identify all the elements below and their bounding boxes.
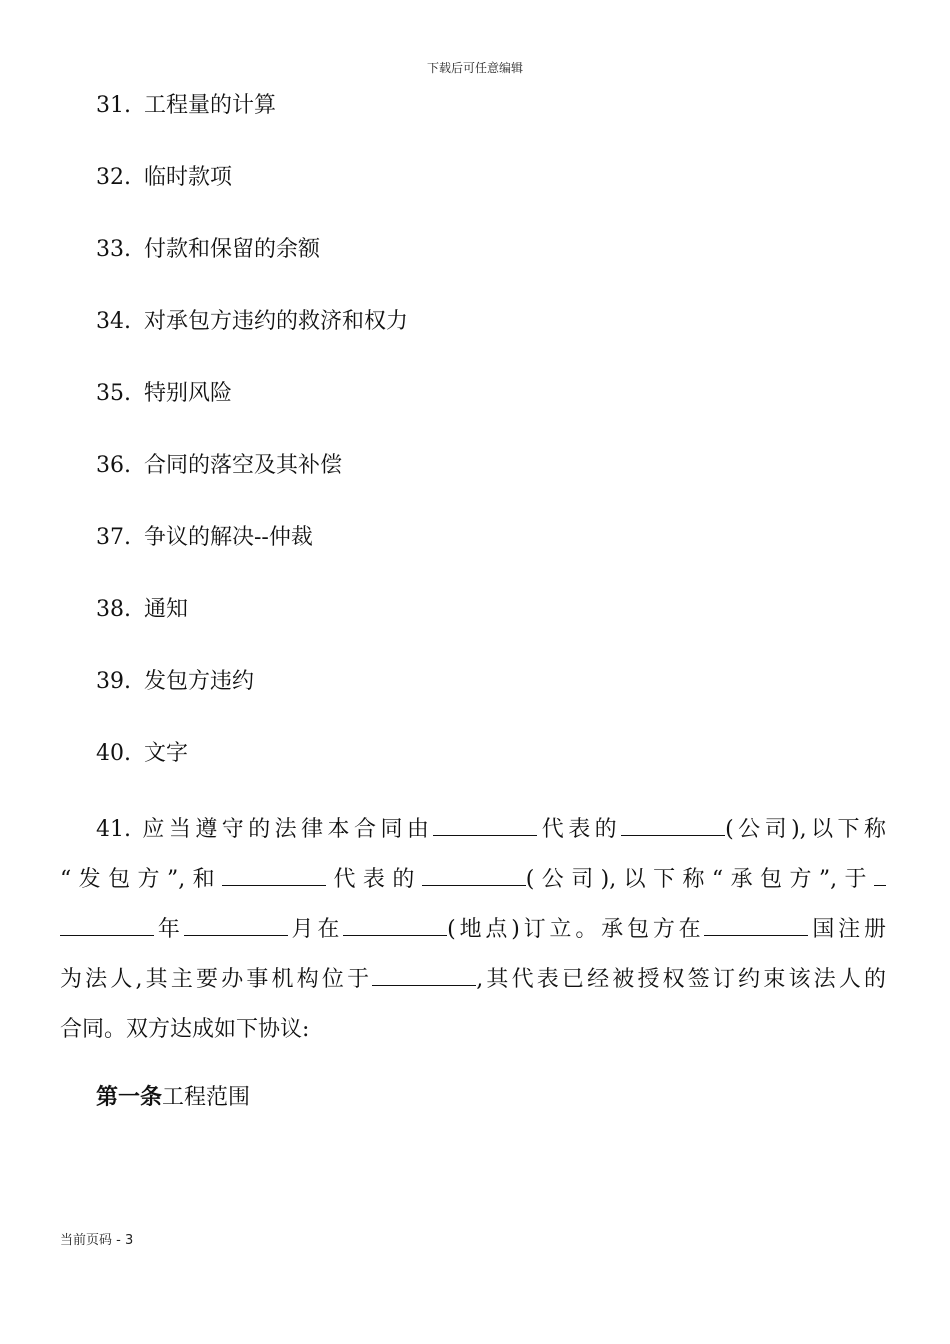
list-item [96,232,408,304]
text-run: (公司),以下称“承包方”,于 [525,867,874,892]
fill-in-blank [621,807,725,836]
item-title: 特别风险 [144,381,233,406]
item-number: 33. [96,237,131,262]
fill-in-blank [874,857,886,886]
fill-in-blank [343,907,447,936]
paragraph-line [60,855,886,905]
fill-in-blank [422,857,526,886]
text-run: 代表的 [537,817,622,842]
text-run: (地点)订立。承包方在 [447,917,705,942]
article-heading [96,1080,250,1116]
item-number: 34. [96,309,131,334]
paragraph-line [60,1005,886,1055]
text-run: ,其代表已经被授权签订约束该法人的 [476,967,887,992]
text-run: (公司),以下称 [725,817,886,842]
text-run: 41. 应当遵守的法律本合同由 [96,817,434,842]
item-title: 争议的解决--仲裁 [144,525,313,550]
item-title: 通知 [144,597,189,622]
item-number: 39. [96,669,131,694]
item-number: 40. [96,741,131,766]
fill-in-blank [222,857,326,886]
item-title: 临时款项 [144,165,233,190]
text-run: 合同。双方达成如下协议: [60,1017,310,1042]
item-title: 工程量的计算 [144,93,277,118]
item-title: 发包方违约 [144,669,255,694]
text-run: 为法人,其主要办事机构位于 [60,967,373,992]
fill-in-blank [704,907,808,936]
item-title: 付款和保留的余额 [144,237,321,262]
page-header: 下载后可任意编辑 [426,61,523,75]
fill-in-blank [372,957,476,986]
item-number: 35. [96,381,131,406]
article-title: 工程范围 [162,1085,251,1110]
list-item [96,664,408,736]
paragraph-line [60,805,886,855]
item-title: 对承包方违约的救济和权力 [144,309,409,334]
text-run: 代表的 [326,867,422,892]
item-number: 31. [96,93,131,118]
item-title: 合同的落空及其补偿 [144,453,343,478]
item-number: 32. [96,165,131,190]
toc-list [96,88,408,808]
list-item [96,88,408,160]
item-number: 37. [96,525,131,550]
list-item [96,160,408,232]
list-item [96,736,408,808]
page-number: 当前页码 - 3 [60,1233,134,1248]
fill-in-blank [184,907,288,936]
list-item [96,520,408,592]
fill-in-blank [433,807,537,836]
text-run: 月在 [287,917,344,942]
list-item [96,592,408,664]
list-item [96,448,408,520]
list-item [96,376,408,448]
clause-41-paragraph [60,805,886,1055]
item-number: 38. [96,597,131,622]
list-item [96,304,408,376]
fill-in-blank [60,907,154,936]
item-number: 36. [96,453,131,478]
text-run: “发包方”,和 [60,867,223,892]
paragraph-line [60,905,886,955]
paragraph-line [60,955,886,1005]
item-title: 文字 [144,741,189,766]
article-label: 第一条 [96,1085,163,1110]
text-run: 年 [154,917,184,942]
text-run: 国注册 [808,917,886,942]
